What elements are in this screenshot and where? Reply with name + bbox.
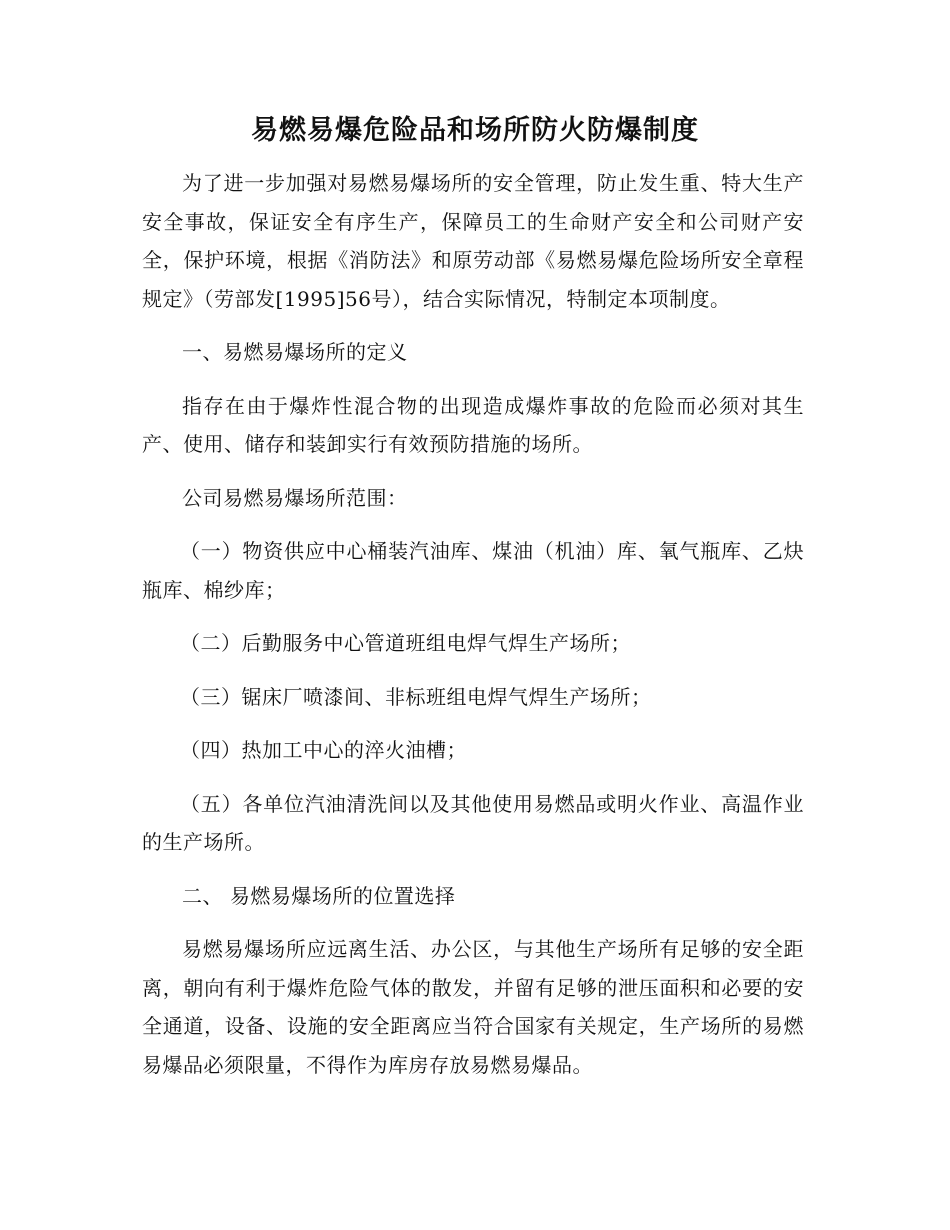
scope-item-4: （四）热加工中心的淬火油槽； <box>180 738 467 762</box>
scope-item-2: （二）后勤服务中心管道班组电焊气焊生产场所； <box>180 631 631 655</box>
location-paragraph: 易燃易爆场所应远离生活、办公区，与其他生产场所有足够的安全距离，朝向有利于爆炸危险气体的散发，并留有足够的泄压面积和必要的安全通道，设备、设施的安全距离应当符合国家有关规定，生产场所的易燃易爆品必须限量，不得作为库房存放易燃易爆品。 <box>142 937 804 1077</box>
scope-item-1: （一）物资供应中心桶装汽油库、煤油（机油）库、氧气瓶库、乙炔瓶库、棉纱库； <box>142 539 804 602</box>
document-body <box>142 164 804 1099</box>
scope-item-3: （三）锯床厂喷漆间、非标班组电焊气焊生产场所； <box>180 684 652 709</box>
section-heading-definition: 一、易燃易爆场所的定义 <box>182 340 408 364</box>
intro-paragraph: 为了进一步加强对易燃易爆场所的安全管理，防止发生重、特大生产安全事故，保证安全有序生产，保障员工的生命财产安全和公司财产安全，保护环境，根据《消防法》和原劳动部《易燃易爆危险场所安全章程规定》（劳部发[1995]56号），结合实际情况，特制定本项制度。 <box>142 171 804 311</box>
definition-paragraph: 指存在由于爆炸性混合物的出现造成爆炸事故的危险而必须对其生产、使用、储存和装卸实行有效预防措施的场所。 <box>142 393 804 456</box>
scope-item-5: （五）各单位汽油清洗间以及其他使用易燃品或明火作业、高温作业的生产场所。 <box>142 791 804 854</box>
section-heading-location: 二、 易燃易爆场所的位置选择 <box>182 883 456 908</box>
scope-heading: 公司易燃易爆场所范围： <box>182 485 408 510</box>
document-title: 易燃易爆危险品和场所防火防爆制度 <box>251 115 699 146</box>
